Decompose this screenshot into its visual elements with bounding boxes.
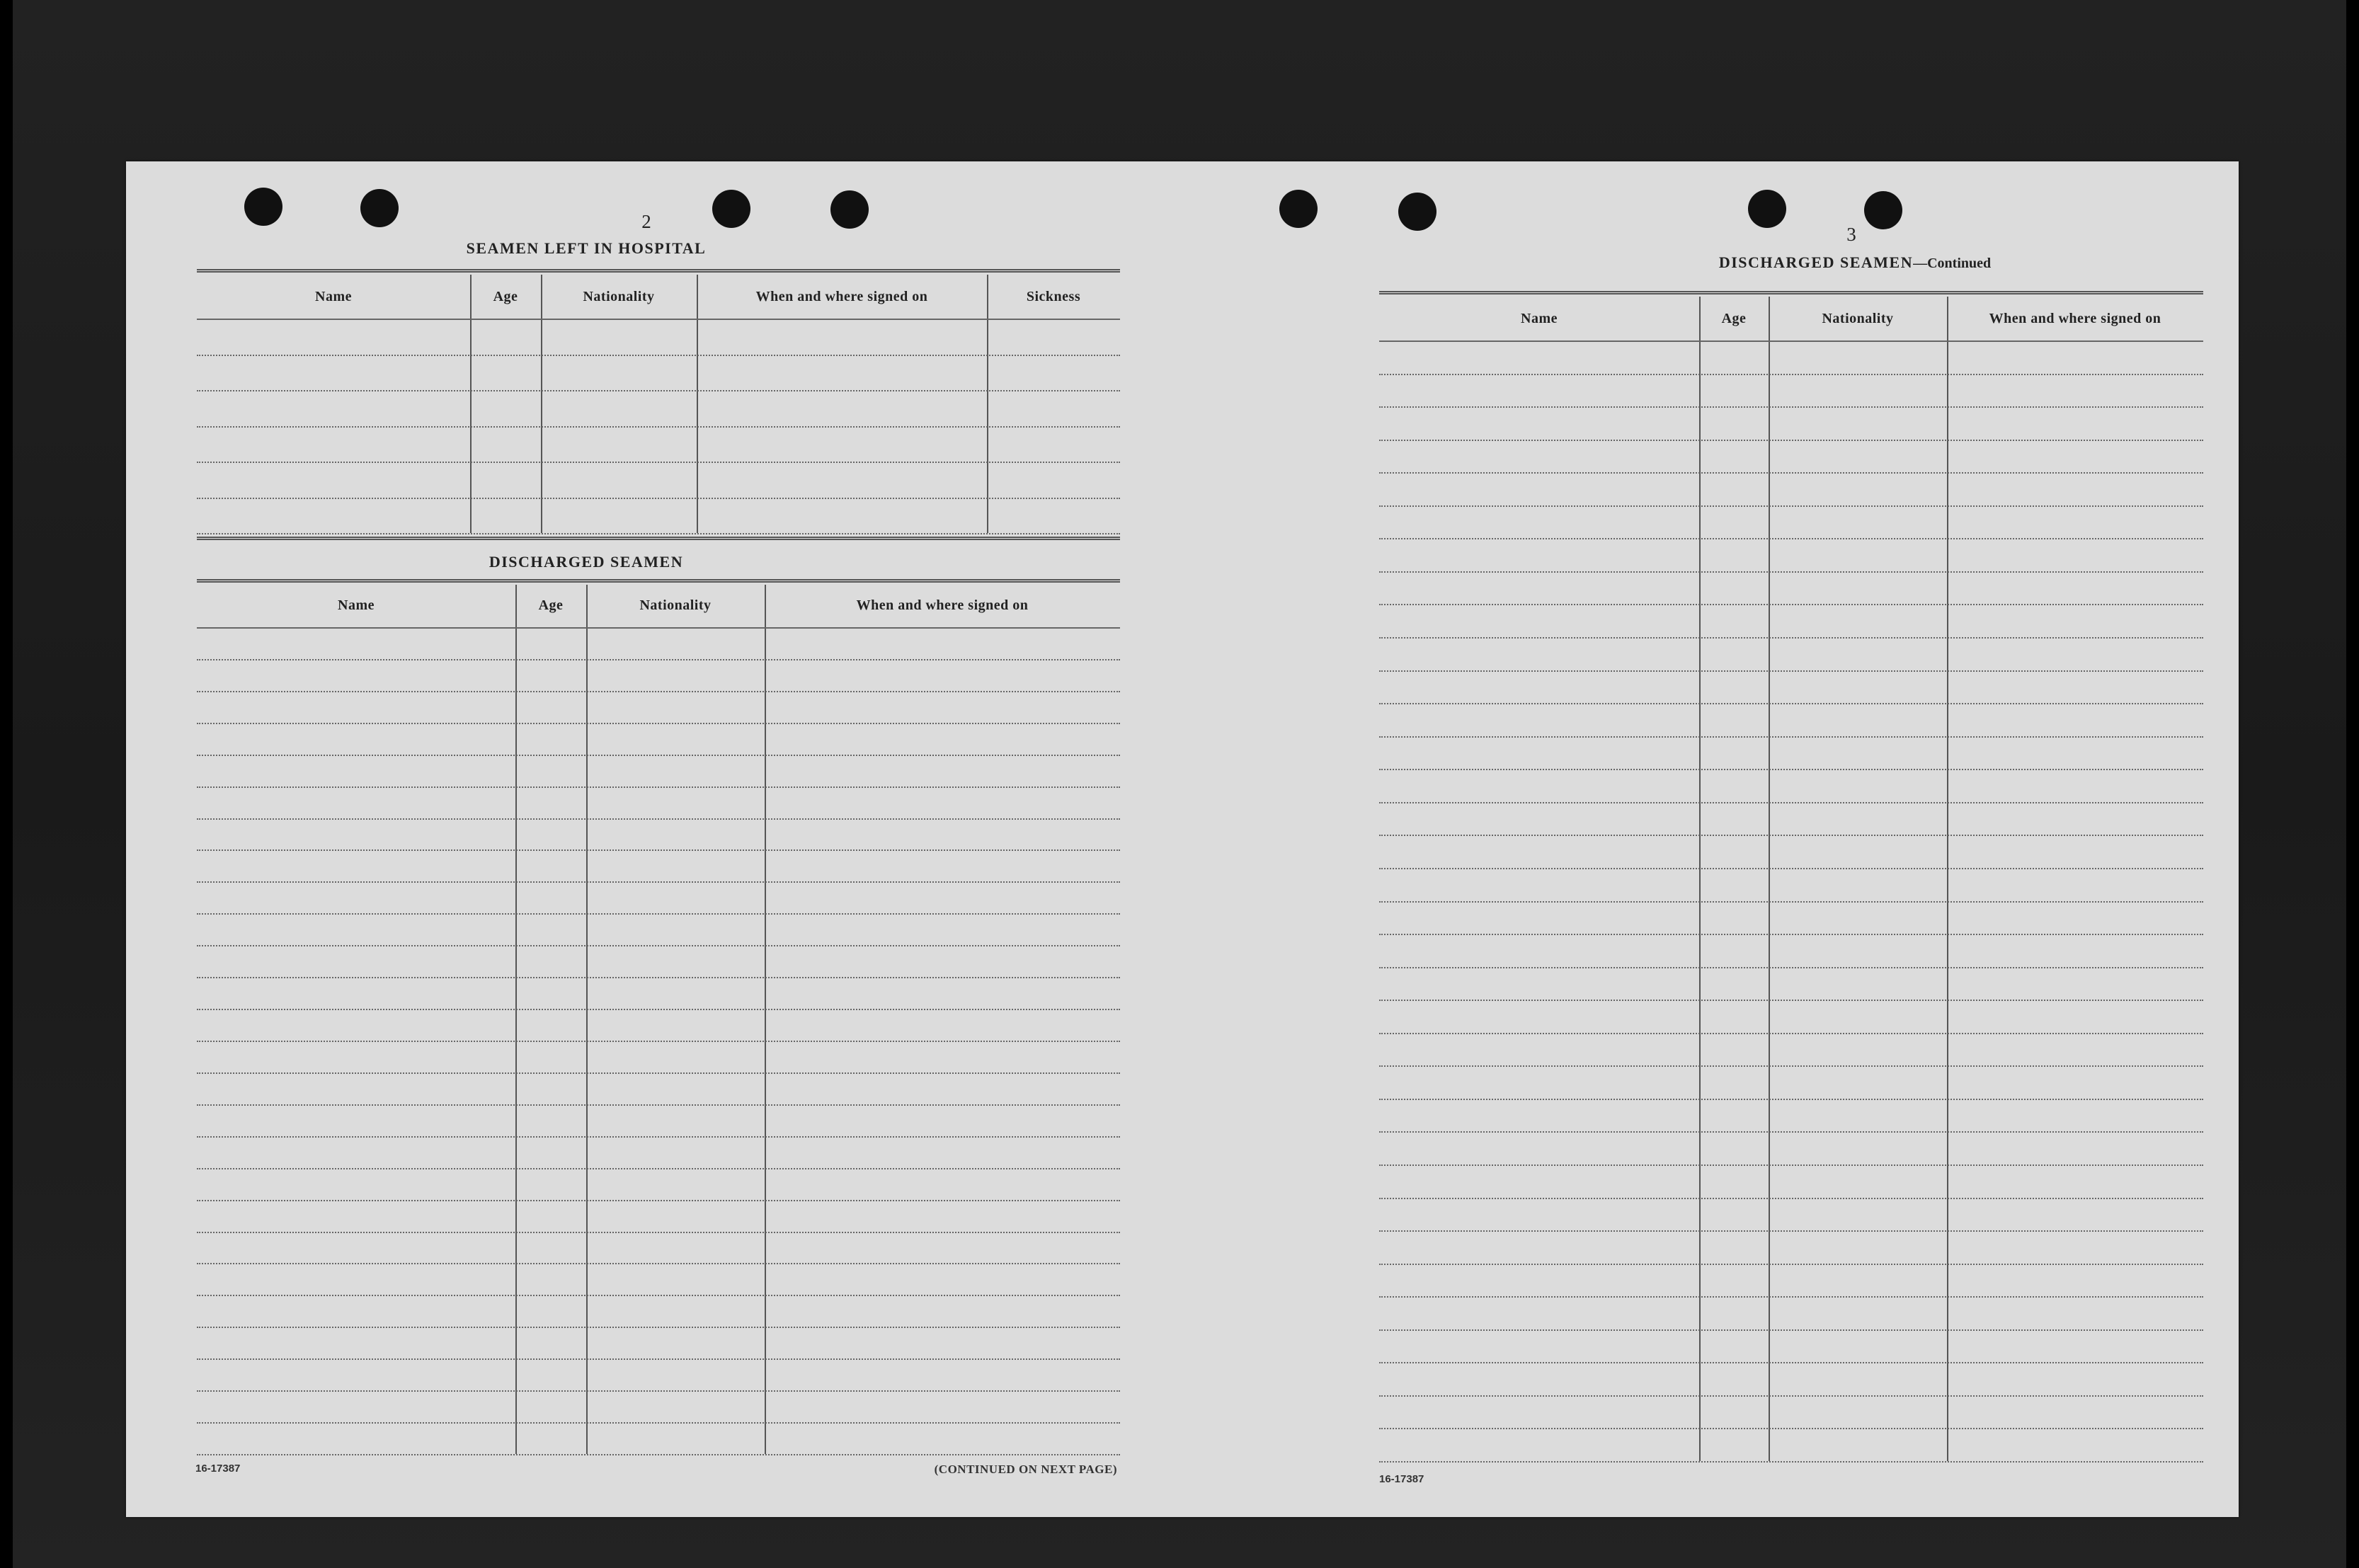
punch-hole-icon (1398, 193, 1436, 231)
table-row-line (197, 355, 1120, 356)
table-row-line (1379, 1362, 2203, 1363)
page-2 (126, 161, 1182, 1517)
table-row-line (1379, 538, 2203, 539)
column-divider (1769, 297, 1770, 1461)
table-row-line (197, 1454, 1120, 1455)
table-row-line (197, 881, 1120, 883)
column-divider (586, 585, 588, 1454)
punch-hole-icon (1279, 190, 1318, 228)
table-row-line (197, 1327, 1120, 1328)
table-row-line (1379, 1264, 2203, 1265)
table-row-line (197, 691, 1120, 692)
punch-hole-icon (1748, 190, 1786, 228)
table-row-line (197, 786, 1120, 788)
table-row-line (197, 498, 1120, 499)
table-row-line (1379, 440, 2203, 441)
discharged-table (197, 585, 1120, 1457)
column-header-name: Name (1521, 311, 1558, 326)
table-row-line (197, 977, 1120, 978)
punch-hole-icon (244, 188, 282, 226)
table-row-line (1379, 571, 2203, 573)
column-divider (987, 275, 988, 533)
table-row-line (1379, 1099, 2203, 1100)
column-header-nationality: Nationality (639, 597, 712, 613)
table-row-line (1379, 1065, 2203, 1067)
table-row-line (197, 1009, 1120, 1010)
column-header-age: Age (493, 289, 518, 304)
table-row-line (1379, 1461, 2203, 1463)
table-row-line (1379, 1198, 2203, 1199)
discharged-table-top-rule (197, 579, 1120, 583)
table-row-line (1379, 637, 2203, 639)
column-header-name: Name (315, 289, 352, 304)
discharged-continued-table (1379, 297, 2203, 1463)
table-row-line (1379, 505, 2203, 507)
frame-edge-right (2346, 0, 2359, 1568)
column-header-age: Age (538, 597, 564, 613)
table-row-line (197, 818, 1120, 820)
column-header-age: Age (1721, 311, 1747, 326)
continued-table-top-rule (1379, 291, 2203, 294)
form-number: 16-17387 (1379, 1473, 1424, 1485)
hospital-table-bottom-rule (197, 537, 1120, 540)
table-row-line (1379, 1230, 2203, 1232)
header-underline (197, 319, 1120, 320)
hospital-table (197, 275, 1120, 537)
frame-edge-left (0, 0, 13, 1568)
table-row-line (197, 462, 1120, 463)
discharged-continued-title (1657, 253, 2053, 272)
table-row-line (1379, 736, 2203, 738)
table-row-line (1379, 868, 2203, 869)
header-underline (1379, 341, 2203, 342)
table-row-line (1379, 967, 2203, 968)
table-row-line (1379, 1164, 2203, 1166)
table-row-line (1379, 934, 2203, 935)
table-row-line (1379, 472, 2203, 474)
column-header-signed-on: When and where signed on (856, 597, 1029, 613)
page-3 (1182, 161, 2239, 1517)
table-row-line (197, 1168, 1120, 1169)
table-row-line (1379, 769, 2203, 770)
table-row-line (1379, 835, 2203, 836)
page-number: 3 (1846, 224, 1856, 245)
column-header-signed-on: When and where signed on (755, 289, 928, 304)
table-row-line (197, 390, 1120, 391)
table-row-line (1379, 1000, 2203, 1001)
table-row-line (197, 1232, 1120, 1233)
column-divider (765, 585, 766, 1454)
column-divider (697, 275, 698, 533)
table-row-line (197, 1358, 1120, 1360)
table-row-line (197, 1390, 1120, 1392)
table-row-line (197, 1263, 1120, 1264)
table-row-line (1379, 1296, 2203, 1298)
table-row-line (1379, 703, 2203, 704)
table-row-line (1379, 604, 2203, 605)
table-row-line (1379, 1395, 2203, 1397)
punch-hole-icon (712, 190, 750, 228)
hospital-table-top-rule (197, 269, 1120, 273)
table-row-line (1379, 374, 2203, 375)
table-row-line (1379, 670, 2203, 672)
table-row-line (197, 659, 1120, 660)
table-row-line (197, 1422, 1120, 1424)
discharged-section-title: DISCHARGED SEAMEN (489, 553, 684, 571)
page-number: 2 (641, 211, 651, 232)
table-row-line (1379, 901, 2203, 903)
table-row-line (197, 913, 1120, 915)
table-row-line (1379, 406, 2203, 408)
table-row-line (197, 723, 1120, 724)
column-header-name: Name (338, 597, 375, 613)
hospital-section-title: SEAMEN LEFT IN HOSPITAL (466, 239, 707, 257)
section-title-main: DISCHARGED SEAMEN (1718, 253, 1914, 271)
column-divider (515, 585, 517, 1454)
punch-hole-icon (360, 189, 399, 227)
table-row-line (197, 849, 1120, 851)
table-row-line (197, 1295, 1120, 1296)
table-row-line (1379, 1428, 2203, 1429)
document-sheet (126, 161, 2239, 1517)
column-divider (1699, 297, 1701, 1461)
table-row-line (197, 533, 1120, 534)
table-row-line (197, 1200, 1120, 1201)
punch-hole-icon (830, 190, 869, 229)
table-row-line (1379, 1329, 2203, 1331)
column-divider (541, 275, 542, 533)
column-header-sickness: Sickness (1026, 289, 1081, 304)
table-row-line (1379, 802, 2203, 803)
table-row-line (197, 755, 1120, 756)
table-row-line (197, 426, 1120, 428)
column-header-signed-on: When and where signed on (1989, 311, 2161, 326)
table-row-line (197, 1104, 1120, 1106)
form-number: 16-17387 (195, 1463, 241, 1475)
section-title-suffix: —Continued (1913, 256, 1992, 271)
column-header-nationality: Nationality (583, 289, 655, 304)
table-row-line (197, 945, 1120, 946)
column-divider (470, 275, 472, 533)
table-row-line (197, 1136, 1120, 1138)
table-row-line (197, 1041, 1120, 1042)
table-row-line (1379, 1131, 2203, 1133)
header-underline (197, 627, 1120, 629)
table-row-line (197, 1072, 1120, 1074)
column-divider (1947, 297, 1948, 1461)
continued-note: (CONTINUED ON NEXT PAGE) (934, 1463, 1117, 1476)
table-row-line (1379, 1033, 2203, 1034)
column-header-nationality: Nationality (1822, 311, 1894, 326)
